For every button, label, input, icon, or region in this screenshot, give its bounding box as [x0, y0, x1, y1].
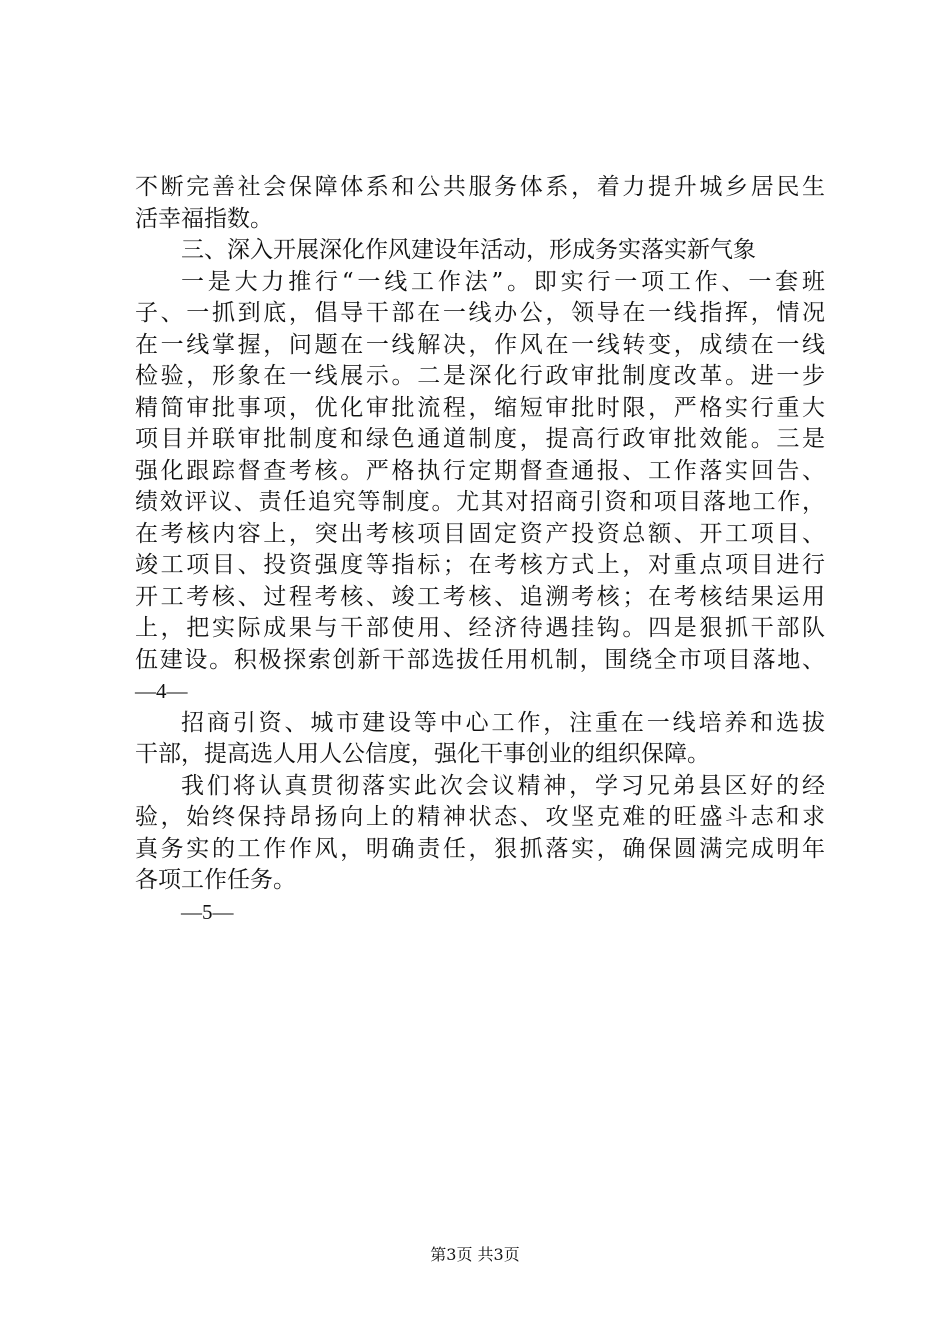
text-line: 各项工作任务。 — [135, 867, 296, 893]
page-footer: 第3页 共3页 — [430, 1245, 520, 1264]
text-line: 在一线掌握，问题在一线解决，作风在一线转变，成绩在一线 — [135, 331, 825, 358]
text-line: 干部，提高选人用人公信度，强化干事创业的组织保障。 — [135, 741, 710, 767]
text-line: 上，把实际成果与干部使用、经济待遇挂钩。四是狠抓干部队 — [135, 615, 825, 641]
text-line: 活幸福指数。 — [135, 205, 273, 232]
section-heading: 三、深入开展深化作风建设年活动，形成务实落实新气象 — [181, 237, 756, 263]
text-line: 不断完善社会保障体系和公共服务体系，着力提升城乡居民生 — [135, 174, 825, 200]
page-marker: —4— — [135, 679, 188, 703]
text-line: 子、一抓到底，倡导干部在一线办公，领导在一线指挥，情况 — [135, 300, 825, 326]
text-line: 一是大力推行“一线工作法”。即实行一项工作、一套班 — [181, 268, 825, 295]
document-body — [135, 172, 825, 928]
text-line: 招商引资、城市建设等中心工作，注重在一线培养和选拔 — [181, 709, 825, 736]
text-line: 真务实的工作作风，明确责任，狠抓落实，确保圆满完成明年 — [135, 835, 825, 862]
text-line: 项目并联审批制度和绿色通道制度，提高行政审批效能。三是 — [135, 426, 825, 452]
text-line: 强化跟踪督查考核。严格执行定期督查通报、工作落实回告、 — [135, 457, 825, 484]
page-marker: —5— — [181, 899, 234, 924]
text-line: 伍建设。积极探索创新干部选拔任用机制，围绕全市项目落地、 — [135, 646, 825, 673]
text-line: 检验，形象在一线展示。二是深化行政审批制度改革。进一步 — [135, 363, 825, 389]
text-line: 开工考核、过程考核、竣工考核、追溯考核；在考核结果运用 — [135, 583, 825, 610]
text-line: 绩效评议、责任追究等制度。尤其对招商引资和项目落地工作， — [135, 489, 825, 515]
text-line: 验，始终保持昂扬向上的精神状态、攻坚克难的旺盛斗志和求 — [135, 804, 825, 830]
text-line: 精简审批事项，优化审批流程，缩短审批时限，严格实行重大 — [135, 394, 825, 421]
text-line: 在考核内容上，突出考核项目固定资产投资总额、开工项目、 — [135, 520, 825, 547]
text-line: 我们将认真贯彻落实此次会议精神，学习兄弟县区好的经 — [181, 772, 825, 799]
text-line: 竣工项目、投资强度等指标；在考核方式上，对重点项目进行 — [135, 552, 825, 578]
